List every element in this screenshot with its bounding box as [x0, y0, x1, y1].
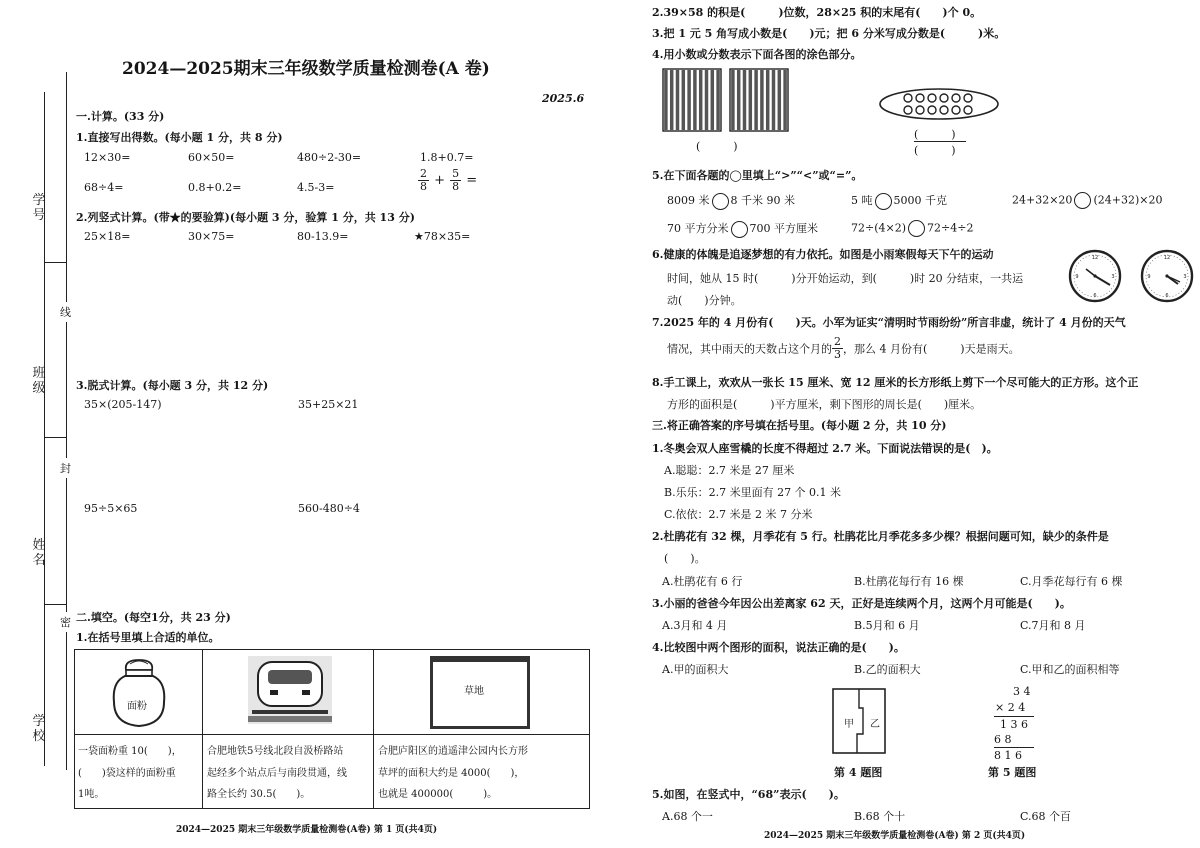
shaded-stripe — [778, 70, 781, 130]
page1-title: 2024—2025期末三年级数学质量检测卷(A 卷) — [122, 59, 490, 79]
svg-text:3: 3 — [1183, 274, 1187, 280]
card-divider — [202, 649, 203, 809]
fig4-caption: 第 4 题图 — [834, 766, 883, 779]
q1-item: 1.8+0.7= — [420, 151, 474, 164]
shaded-stripe — [760, 70, 763, 130]
fill5: 5.在下面各题的◯里填上“>”“<”或“=”。 — [652, 169, 863, 182]
q1-item: 60×50= — [188, 151, 235, 164]
section1-heading: 一.计算。(33 分) — [76, 110, 165, 123]
compare-right: 72÷4÷2 — [927, 221, 974, 235]
choice5-option: B.68 个十 — [854, 810, 906, 823]
choice2-line2: ( )。 — [664, 552, 706, 565]
margin-xian: 线 — [60, 302, 71, 322]
shaded-stripe — [772, 70, 775, 130]
section2-heading: 二.填空。(每空1分，共 23 分) — [76, 611, 231, 624]
q3-item: 95÷5×65 — [84, 502, 138, 515]
compare-left: 8009 米 — [667, 194, 710, 207]
clock-start-icon — [1068, 246, 1122, 304]
fig5-line: 6 8 — [994, 733, 1012, 746]
choice4-option: C.甲和乙的面积相等 — [1020, 663, 1120, 676]
shaded-stripe — [670, 70, 673, 130]
section3-heading: 三.将正确答案的序号填在括号里。(每小题 2 分，共 10 分) — [652, 419, 947, 432]
q3-item: 35+25×21 — [298, 398, 359, 411]
shaded-stripe — [682, 70, 685, 130]
page2-footer: 2024—2025 期末三年级数学质量检测卷(A卷) 第 2 页(共4页) — [764, 831, 1026, 841]
fill6-line: 动( )分钟。 — [667, 294, 742, 307]
fraction-numerator: 2 — [834, 335, 841, 348]
fill7-line2 — [667, 336, 1020, 361]
q3-title: 3.脱式计算。(每小题 3 分，共 12 分) — [76, 379, 269, 392]
q1-item: 68÷4= — [84, 181, 124, 194]
margin-mi: 密 — [60, 612, 71, 632]
shaded-strips-figure — [662, 68, 794, 136]
q1-title: 1.直接写出得数。(每小题 1 分，共 8 分) — [76, 131, 283, 144]
fill7-line1: 7.2025 年的 4 月份有( )天。小军为证实“清明时节雨纷纷”所言非虚，统计了 4 月份的天气 — [652, 316, 1126, 329]
fill6-line: 6.健康的体魄是追逐梦想的有力依托。如图是小雨寒假每天下午的运动 — [652, 248, 994, 261]
choice4-option: A.甲的面积大 — [662, 663, 729, 676]
shaded-stripe — [676, 70, 679, 130]
fill2: 2.39×58 的积是( )位数，28×25 积的末尾有( )个 0。 — [652, 6, 982, 19]
fill7-text: ，那么 4 月份有( )天是雨天。 — [843, 342, 1020, 356]
shaded-stripe — [731, 70, 734, 130]
fraction-numerator: 5 — [452, 167, 460, 180]
card3-line: 也就是 400000( )。 — [378, 789, 498, 800]
margin-feng: 封 — [60, 458, 71, 478]
choice5: 5.如图，在竖式中，“68”表示( )。 — [652, 788, 845, 801]
label-xuexiao: 学校 — [32, 714, 46, 744]
fill4: 4.用小数或分数表示下面各图的涂色部分。 — [652, 48, 862, 61]
q3-item: 35×(205-147) — [84, 398, 162, 411]
card2-line: 起经多个站点后与南段贯通，线 — [207, 768, 347, 779]
label-banji: 班级 — [32, 366, 46, 396]
fill4-blank-left: ( ) — [696, 140, 738, 153]
choice2-option: B.杜鹃花每行有 16 棵 — [854, 575, 964, 588]
card3-line: 合肥庐阳区的逍遥津公园内长方形 — [378, 746, 528, 757]
clock-end-icon — [1140, 246, 1194, 304]
page1-footer: 2024—2025 期末三年级数学质量检测卷(A卷) 第 1 页(共4页) — [176, 825, 438, 835]
card3-line: 草坪的面积大约是 4000( )， — [378, 768, 525, 779]
q2-item-starred: ★78×35= — [414, 230, 471, 243]
q1-item: 480÷2-30= — [297, 151, 362, 164]
q2-item: 30×75= — [188, 230, 235, 243]
fraction-numerator: 2 — [420, 167, 427, 180]
card1-line: 1吨。 — [78, 789, 105, 800]
compare-circle[interactable] — [908, 220, 925, 237]
q1-item: 4.5-3= — [297, 181, 335, 194]
choice1-option: C.依依：2.7 米是 2 米 7 分米 — [664, 508, 813, 521]
fig5-line: 8 1 6 — [994, 749, 1022, 762]
svg-text:6: 6 — [1093, 293, 1097, 299]
fig5-caption: 第 5 题图 — [988, 766, 1037, 779]
shaded-stripe — [716, 70, 719, 130]
train-icon — [248, 656, 332, 724]
fig5-line: 3 4 — [1013, 685, 1031, 698]
fraction-denominator: 8 — [420, 180, 427, 193]
svg-text:12: 12 — [1091, 255, 1099, 261]
shaded-stripe — [664, 70, 667, 130]
margin-line-xingming — [44, 604, 66, 605]
shaded-stripe — [749, 70, 752, 130]
choice1-option: A.聪聪：2.7 米是 27 厘米 — [664, 464, 795, 477]
q2-item: 25×18= — [84, 230, 131, 243]
compare-right: (24+32)×20 — [1093, 193, 1163, 207]
choice3-option: C.7月和 8 月 — [1020, 619, 1086, 632]
compare-circle[interactable] — [731, 221, 748, 238]
card1-line: ( )袋这样的面粉重 — [78, 768, 176, 779]
shaded-stripe — [687, 70, 690, 130]
compare-right: 5000 千克 — [893, 194, 947, 207]
label-xingming: 姓名 — [32, 538, 46, 568]
compare-left: 72÷(4×2) — [851, 221, 907, 235]
shaded-stripe — [711, 70, 714, 130]
shaded-stripe — [766, 70, 769, 130]
svg-text:9: 9 — [1075, 274, 1079, 280]
choice2-option: C.月季花每行有 6 棵 — [1020, 575, 1123, 588]
compare-left: 24+32×20 — [1012, 193, 1073, 207]
compare-right: 8 千米 90 米 — [730, 194, 795, 207]
compare-right: 700 平方厘米 — [749, 222, 818, 235]
compare-circle[interactable] — [875, 193, 892, 210]
compare-left: 5 吨 — [851, 194, 873, 207]
shaded-stripe — [754, 70, 757, 130]
flour-bag-icon — [108, 656, 170, 730]
ball-oval-figure — [878, 86, 1000, 122]
fill6-line: 时间，她从 15 时( )分开始运动，到( )时 20 分结束，一共运 — [667, 272, 1024, 285]
lawn-sign-label: 草地 — [464, 686, 484, 697]
fraction-denominator: 8 — [452, 180, 460, 193]
shaded-stripe — [783, 70, 786, 130]
svg-text:3: 3 — [1111, 274, 1115, 280]
fig5-line: 1 3 6 — [1000, 718, 1028, 731]
fill4-blank-right: ( ) — [914, 128, 956, 141]
label-xuehao: 学号 — [32, 193, 46, 223]
fill7-text: 情况，其中雨天的天数占这个月的 — [667, 342, 832, 356]
fill5-item — [1012, 192, 1162, 209]
fill5-item — [851, 220, 973, 237]
fig4-yi-label: 乙 — [870, 719, 880, 730]
choice1: 1.冬奥会双人座雪橇的长度不得超过 2.7 米。下面说法错误的是( )。 — [652, 442, 998, 455]
fig5-line: × 2 4 — [995, 701, 1026, 714]
choice4: 4.比较图中两个图形的面积，说法正确的是( )。 — [652, 641, 905, 654]
fill1-title: 1.在括号里填上合适的单位。 — [76, 631, 220, 644]
fraction-equals: = — [466, 173, 478, 188]
card2-line: 路全长约 30.5( )。 — [207, 789, 311, 800]
svg-text:12: 12 — [1163, 255, 1171, 261]
q1-fraction-item — [418, 168, 477, 193]
margin-line-banji — [44, 437, 66, 438]
shaded-stripe — [743, 70, 746, 130]
q2-item: 80-13.9= — [297, 230, 349, 243]
svg-text:9: 9 — [1147, 274, 1151, 280]
choice3-option: A.3月和 4 月 — [662, 619, 728, 632]
choice3: 3.小丽的爸爸今年因公出差离家 62 天，正好是连续两个月，这两个月可能是( )。 — [652, 597, 1071, 610]
card-divider — [373, 649, 374, 809]
margin-line-xuehao — [44, 262, 66, 263]
q1-item: 0.8+0.2= — [188, 181, 242, 194]
card-divider-horizontal — [74, 734, 590, 735]
svg-text:6: 6 — [1165, 293, 1169, 299]
fill8-line1: 8.手工课上，欢欢从一张长 15 厘米、宽 12 厘米的长方形纸上剪下一个尽可能大的正方形。这个正 — [652, 376, 1139, 389]
compare-circle[interactable] — [712, 193, 729, 210]
card1-line: 一袋面粉重 10( )， — [78, 746, 182, 757]
choice1-option: B.乐乐：2.7 米里面有 27 个 0.1 米 — [664, 486, 842, 499]
fill8-line2: 方形的面积是( )平方厘米，剩下图形的周长是( )厘米。 — [667, 398, 982, 411]
fill5-item — [667, 192, 795, 210]
binding-line-inner — [66, 72, 67, 770]
q3-item: 560-480÷4 — [298, 502, 360, 515]
q1-item: 12×30= — [84, 151, 131, 164]
flour-bag-label: 面粉 — [127, 701, 147, 712]
q2-title: 2.列竖式计算。(带★的要验算)(每小题 3 分，验算 1 分，共 13 分) — [76, 211, 415, 224]
fraction-operator: + — [434, 173, 445, 188]
shaded-stripe — [705, 70, 708, 130]
choice4-option: B.乙的面积大 — [854, 663, 921, 676]
fraction-denominator: 3 — [834, 348, 841, 361]
choice2-line1: 2.杜鹃花有 32 棵，月季花有 5 行。杜鹃花比月季花多多少棵？根据问题可知，缺少的条件是 — [652, 530, 1109, 543]
choice3-option: B.5月和 6 月 — [854, 619, 920, 632]
fill4-blank-right-denominator: ( ) — [914, 144, 956, 157]
exam-date: 2025.6 — [542, 92, 585, 105]
compare-circle[interactable] — [1074, 192, 1091, 209]
fig4-jia-label: 甲 — [844, 719, 854, 730]
card2-line: 合肥地铁5号线北段自汲桥路站 — [207, 746, 344, 757]
choice5-option: A.68 个一 — [662, 810, 713, 823]
compare-left: 70 平方分米 — [667, 222, 729, 235]
fill5-item — [851, 192, 947, 210]
shaded-stripe — [737, 70, 740, 130]
fill3: 3.把 1 元 5 角写成小数是( )元；把 6 分米写成分数是( )米。 — [652, 27, 1006, 40]
choice2-option: A.杜鹃花有 6 行 — [662, 575, 743, 588]
choice5-option: C.68 个百 — [1020, 810, 1072, 823]
shaded-stripe — [699, 70, 702, 130]
shaded-stripe — [693, 70, 696, 130]
fill5-item — [667, 220, 818, 238]
